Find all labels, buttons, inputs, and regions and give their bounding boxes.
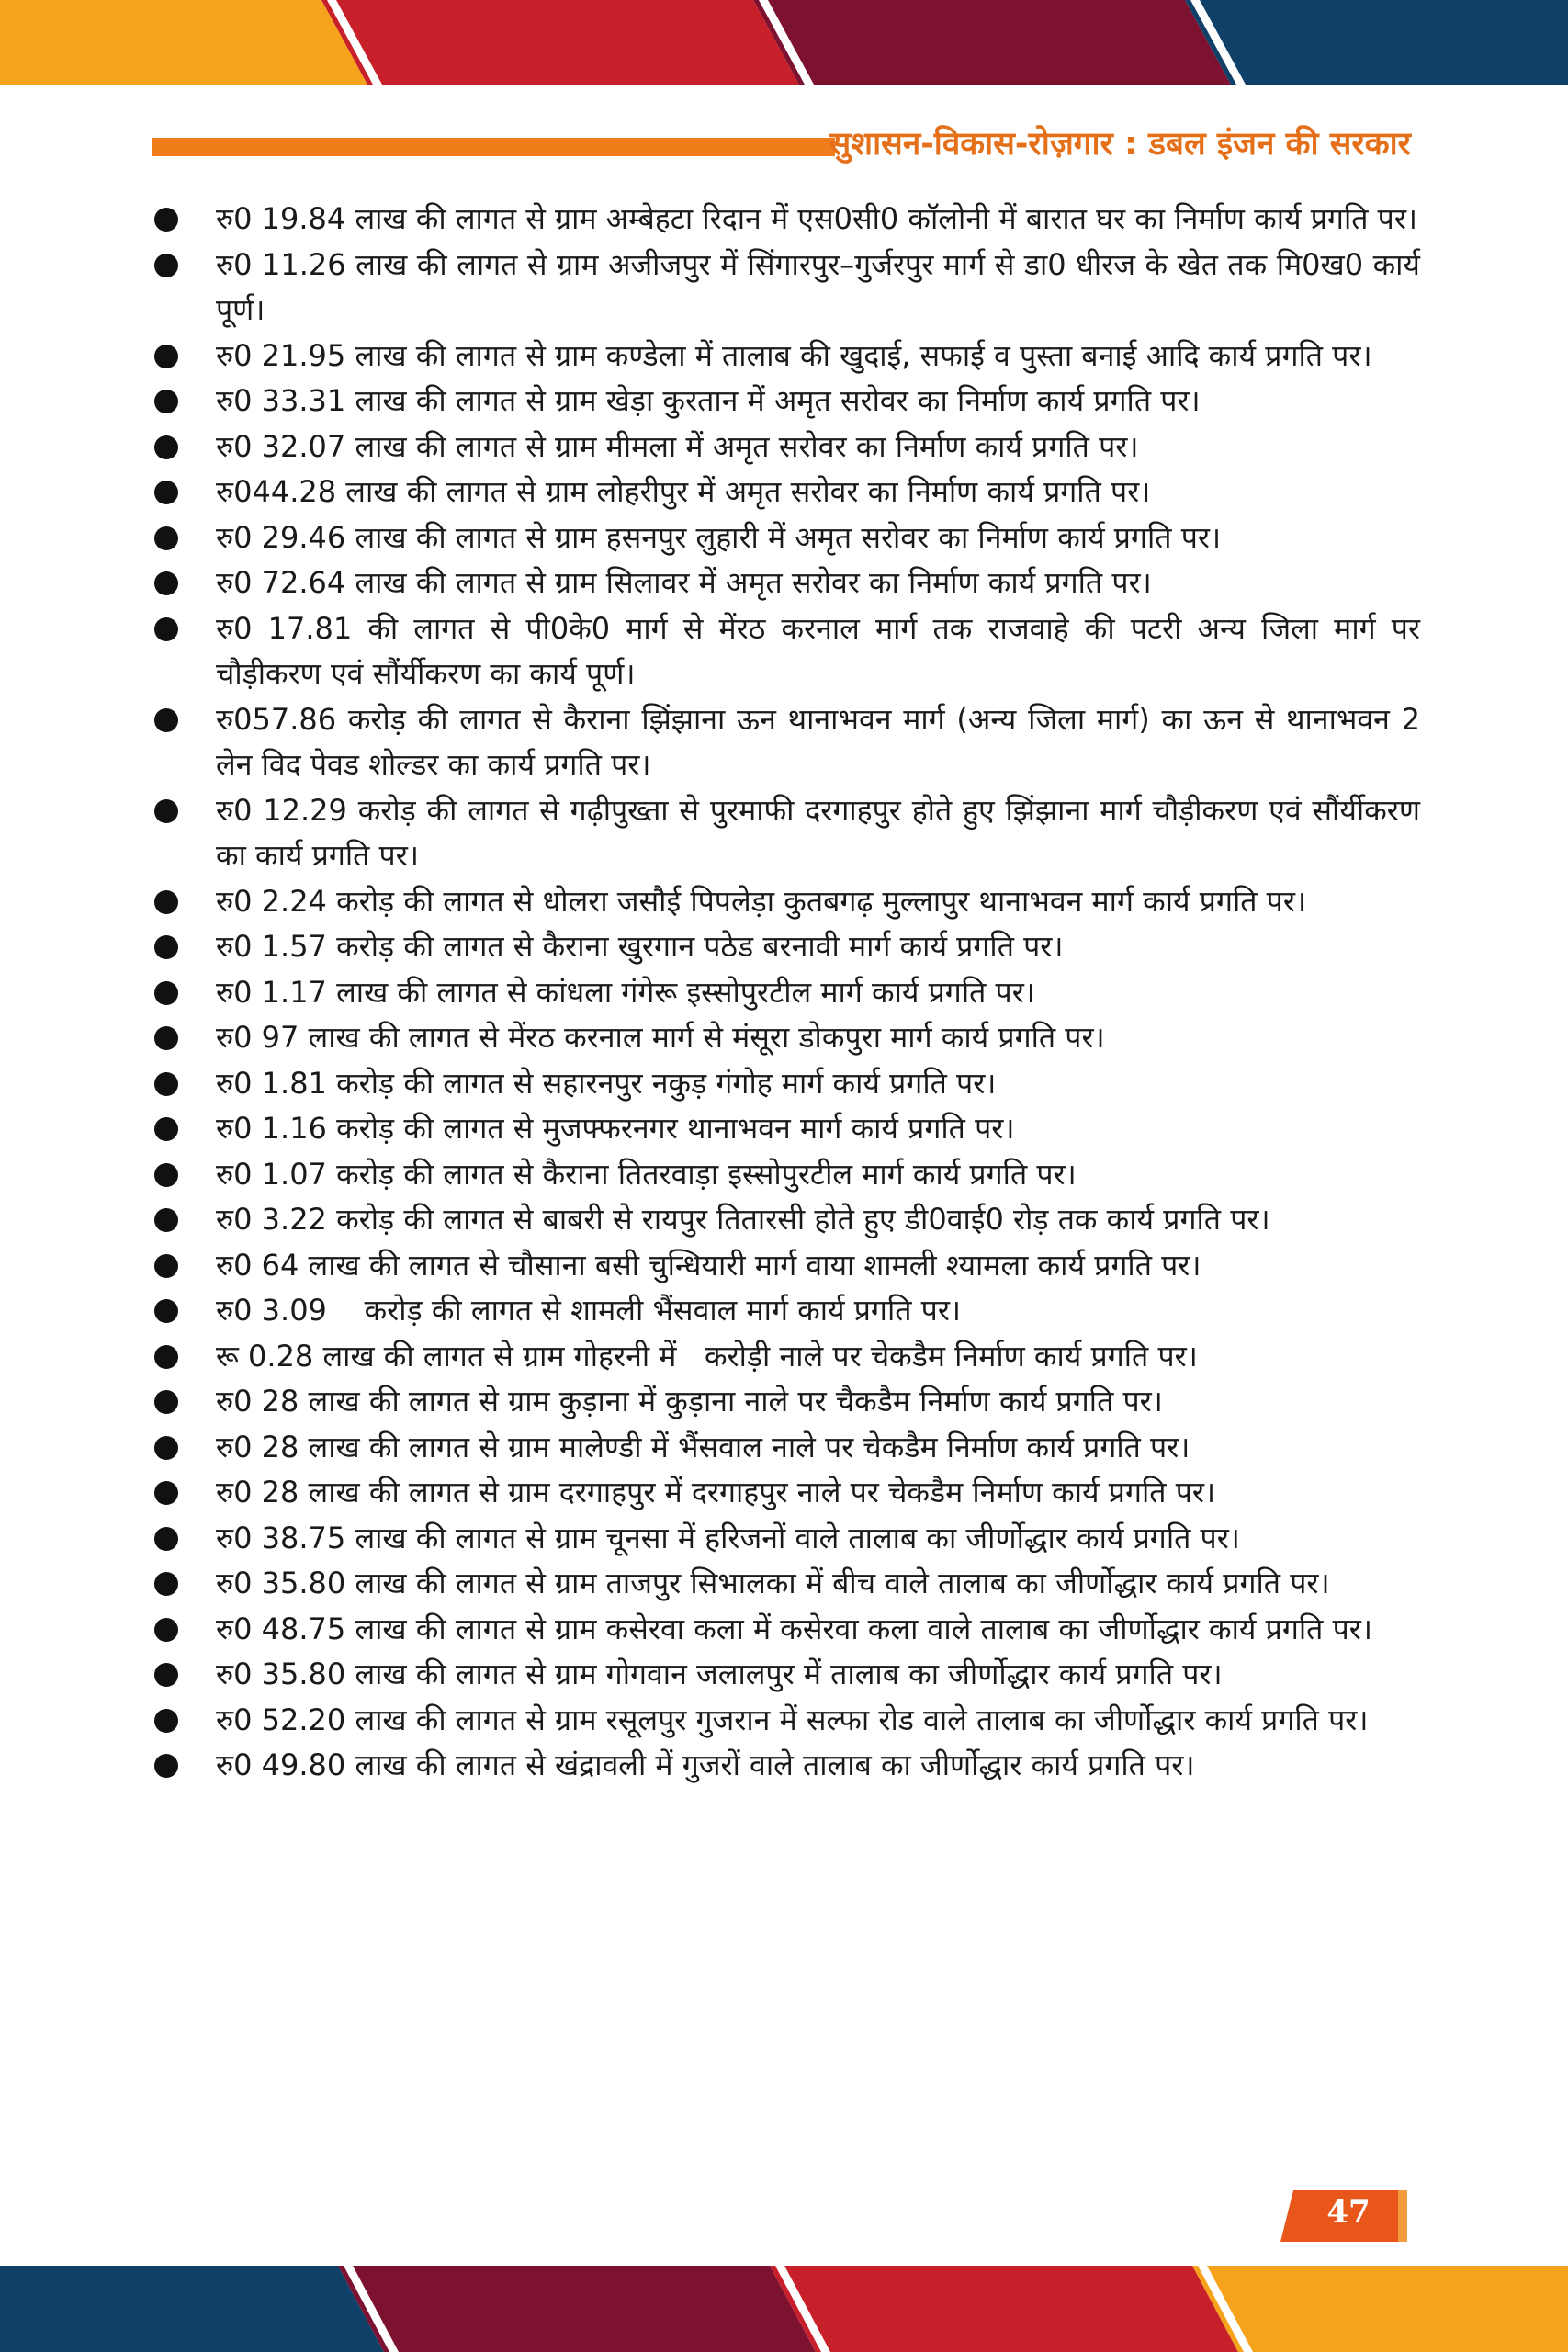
list-item [147,243,1420,334]
header-title: सुशासन-विकास-रोज़गार : डबल इंजन की सरकार [829,126,1411,163]
bullet-icon [154,481,178,504]
bullet-icon [154,345,178,368]
list-item [147,197,1420,243]
list-item-text: रु0 32.07 लाख की लागत से ग्राम मीमला में अमृत सरोवर का निर्माण कार्य प्रगति पर। [216,428,1139,464]
list-item [147,970,1420,1016]
bullet-icon [154,1754,178,1778]
list-item [147,606,1420,697]
list-item-text: रु0 38.75 लाख की लागत से ग्राम चूनसा में हरिजनों वाले तालाब का जीर्णोद्धार कार्य प्रगति पर। [216,1520,1240,1555]
list-item [147,697,1420,788]
list-item [147,788,1420,879]
list-item-text: रु0 29.46 लाख की लागत से ग्राम हसनपुर लुहारी में अमृत सरोवर का निर्माण कार्य प्रगति पर। [216,519,1222,555]
list-item [147,379,1420,424]
list-item-text: रु0 21.95 लाख की लागत से ग्राम कण्डेला में तालाब की खुदाई, सफाई व पुस्ता बनाई आदि कार्य प्रगति पर। [216,337,1372,373]
list-item-text: रु0 49.80 लाख की लागत से खंद्रावली में गुजरों वाले तालाब का जीर्णोद्धार कार्य प्रगति पर। [216,1747,1195,1782]
bullet-icon [154,1663,178,1687]
bullet-list-section [147,197,1420,1789]
list-item [147,469,1420,515]
list-item-text: रु0 3.22 करोड़ की लागत से बाबरी से रायपुर तितारसी होते हुए डी0वाई0 रोड़ तक कार्य प्रगति पर। [216,1202,1270,1237]
list-item [147,1197,1420,1243]
list-item [147,1470,1420,1516]
list-item [147,1288,1420,1334]
list-item-text: रु0 11.26 लाख की लागत से ग्राम अजीजपुर में सिंगारपुर–गुर्जरपुर मार्ग से डा0 धीरज के खेत तक मि0ख0 कार्य पूर्ण। [216,246,1420,327]
list-item [147,1561,1420,1607]
bullet-icon [154,935,178,959]
bullet-icon [154,1390,178,1414]
bullet-icon [154,981,178,1005]
list-item-text: रु0 28 लाख की लागत से ग्राम दरगाहपुर में दरगाहपुर नाले पर चेकडैम निर्माण कार्य प्रगति पर। [216,1475,1216,1510]
list-item-text: रु0 1.17 लाख की लागत से कांधला गंगेरू इस्सोपुरटील मार्ग कार्य प्रगति पर। [216,974,1035,1010]
bullet-icon [154,617,178,641]
list-item-text: रु0 1.81 करोड़ की लागत से सहारनपुर नकुड़ गंगोह मार्ग कार्य प्रगति पर। [216,1065,997,1101]
bullet-icon [154,1026,178,1050]
page-number: 47 [1326,2194,1371,2231]
list-item [147,1425,1420,1471]
list-item-text: रु0 3.09 करोड़ की लागत से शामली भैंसवाल मार्ग कार्य प्रगति पर। [216,1293,962,1328]
bottom-decorative-band [0,2266,1568,2352]
list-item-text: रु0 35.80 लाख की लागत से ग्राम ताजपुर सिभालका में बीच वाले तालाब का जीर्णोद्धार कार्य प्रगति पर। [216,1566,1330,1600]
bullet-icon [154,1299,178,1323]
list-item [147,1334,1420,1380]
list-item [147,1698,1420,1744]
list-item-text: रु0 2.24 करोड़ की लागत से धोलरा जसौई पिपलेड़ा कुतबगढ़ मुल्लापुर थानाभवन मार्ग कार्य प्रगति पर। [216,883,1307,919]
list-item [147,515,1420,561]
list-item-text: रु0 72.64 लाख की लागत से ग्राम सिलावर में अमृत सरोवर का निर्माण कार्य प्रगति पर। [216,565,1152,600]
list-item [147,334,1420,379]
bullet-icon [154,1572,178,1596]
list-item [147,1061,1420,1107]
bullet-icon [154,1527,178,1551]
list-item [147,560,1420,606]
list-item [147,1152,1420,1198]
bullet-icon [154,1208,178,1232]
bullet-icon [154,1436,178,1460]
list-item [147,1015,1420,1061]
bullet-icon [154,254,178,277]
list-item-text: रु0 17.81 की लागत से पी0के0 मार्ग से मेंरठ करनाल मार्ग तक राजवाहे की पटरी अन्य जिला मार्ग पर चौड़ीकरण एवं सौंर्यीकरण का कार्य पूर्ण। [216,610,1420,691]
bullet-icon [154,208,178,232]
bullet-icon [154,1618,178,1642]
bullet-icon [154,571,178,595]
list-item [147,1379,1420,1425]
list-item [147,1516,1420,1562]
list-item-text: रु057.86 करोड़ की लागत से कैराना झिंझाना ऊन थानाभवन मार्ग (अन्य जिला मार्ग) का ऊन से थानाभवन 2 लेन विद पेवड शोल्डर का कार्य प्रगति पर। [216,701,1420,782]
list-item-text: रू 0.28 लाख की लागत से ग्राम गोहरनी में करोड़ी नाले पर चेकडैम निर्माण कार्य प्रगति पर। [216,1338,1198,1374]
running-header [152,119,1411,175]
bullet-icon [154,1072,178,1096]
bullet-icon [154,1709,178,1733]
list-item [147,1243,1420,1289]
list-item [147,1652,1420,1698]
progress-items-list [147,197,1420,1789]
list-item-text: रु0 12.29 करोड़ की लागत से गढ़ीपुख्ता से पुरमाफी दरगाहपुर होते हुए झिंझाना मार्ग चौड़ीकरण एवं सौंर्यीकरण का कार्य प्रगति पर। [216,792,1420,873]
list-item-text: रु0 28 लाख की लागत से ग्राम कुड़ाना में कुड़ाना नाले पर चैकडैम निर्माण कार्य प्रगति पर। [216,1384,1163,1419]
bullet-icon [154,1254,178,1278]
list-item-text: रु0 1.57 करोड़ की लागत से कैराना खुरगान पठेड बरनावी मार्ग कार्य प्रगति पर। [216,929,1064,964]
list-item [147,1607,1420,1653]
list-item-text: रु0 28 लाख की लागत से ग्राम मालेण्डी में भैंसवाल नाले पर चेकडैम निर्माण कार्य प्रगति पर। [216,1429,1190,1464]
list-item-text: रु0 1.16 करोड़ की लागत से मुजफ्फरनगर थानाभवन मार्ग कार्य प्रगति पर। [216,1111,1015,1146]
bullet-icon [154,1117,178,1141]
list-item-text: रु0 64 लाख की लागत से चौसाना बसी चुन्धियारी मार्ग वाया शामली श्यामला कार्य प्रगति पर। [216,1247,1201,1283]
list-item [147,424,1420,470]
bullet-icon [154,1481,178,1505]
list-item [147,879,1420,925]
bullet-icon [154,708,178,732]
bullet-icon [154,1345,178,1369]
list-item [147,1743,1420,1789]
bullet-icon [154,390,178,413]
list-item-text: रु0 48.75 लाख की लागत से ग्राम कसेरवा कला में कसेरवा कला वाले तालाब का जीर्णोद्धार कार्य प्रगति पर। [216,1611,1372,1646]
bullet-icon [154,890,178,914]
top-decorative-band [0,0,1568,85]
list-item-text: रु0 35.80 लाख की लागत से ग्राम गोगवान जलालपुर में तालाब का जीर्णोद्धार कार्य प्रगति पर। [216,1657,1223,1691]
page-number-tab [1280,2190,1409,2242]
bullet-icon [154,799,178,823]
list-item [147,1106,1420,1152]
list-item-text: रु044.28 लाख की लागत से ग्राम लोहरीपुर में अमृत सरोवर का निर्माण कार्य प्रगति पर। [216,474,1151,509]
bullet-icon [154,526,178,550]
list-item-text: रु0 33.31 लाख की लागत से ग्राम खेड़ा कुरतान में अमृत सरोवर का निर्माण कार्य प्रगति पर। [216,383,1201,418]
bullet-icon [154,1163,178,1187]
list-item [147,924,1420,970]
list-item-text: रु0 19.84 लाख की लागत से ग्राम अम्बेहटा रिदान में एस0सी0 कॉलोनी में बारात घर का निर्माण कार्य प्रगति पर। [216,201,1418,236]
bullet-icon [154,435,178,459]
header-rule [152,138,835,156]
list-item-text: रु0 52.20 लाख की लागत से ग्राम रसूलपुर गुजरान में सल्फा रोड वाले तालाब का जीर्णोद्धार कार्य प्रगति पर। [216,1702,1369,1737]
list-item-text: रु0 97 लाख की लागत से मेंरठ करनाल मार्ग से मंसूरा डोकपुरा मार्ग कार्य प्रगति पर। [216,1020,1105,1055]
list-item-text: रु0 1.07 करोड़ की लागत से कैराना तितरवाड़ा इस्सोपुरटील मार्ग कार्य प्रगति पर। [216,1156,1077,1192]
